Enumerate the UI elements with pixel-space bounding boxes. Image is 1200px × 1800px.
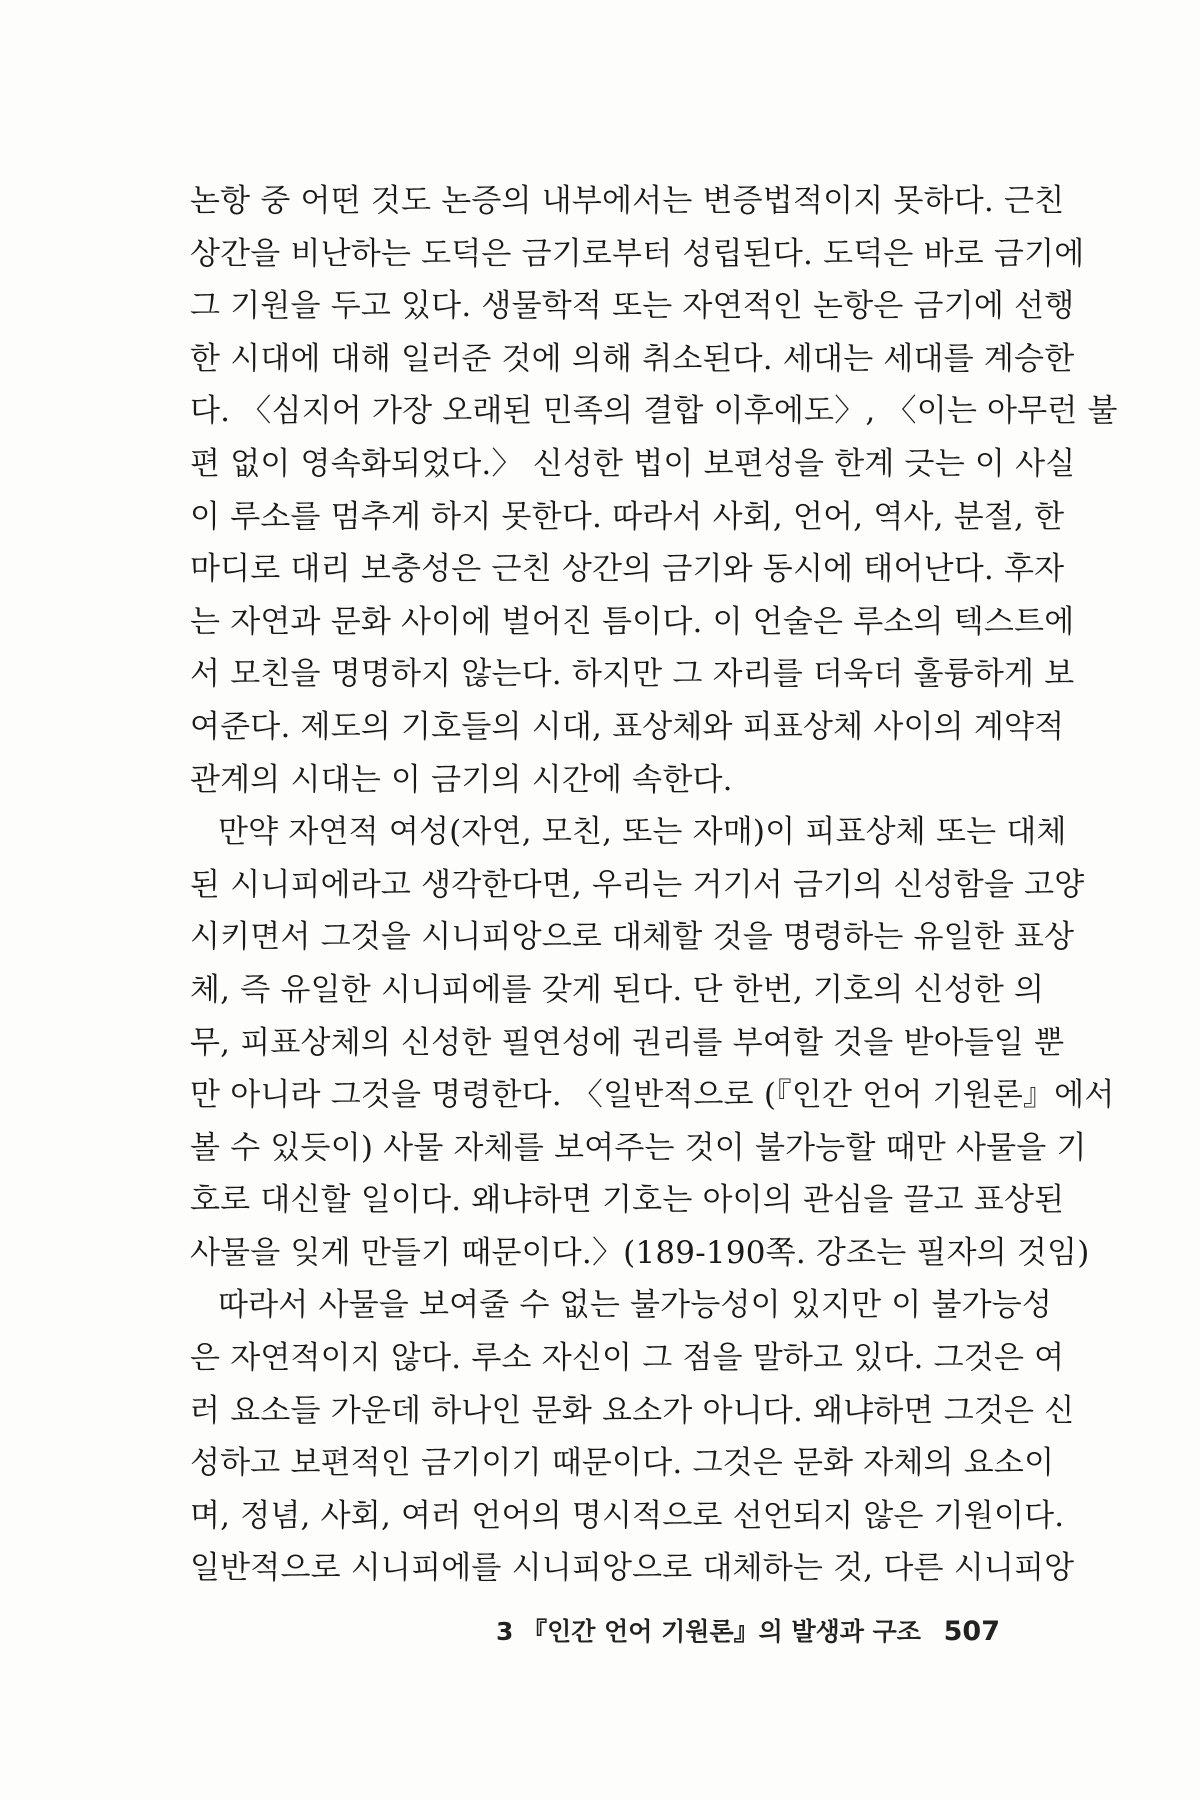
text-line: 된 시니피에라고 생각한다면, 우리는 거기서 금기의 신성함을 고양 (190, 866, 1085, 903)
text-line: 무, 피표상체의 신성한 필연성에 권리를 부여할 것을 받아들일 뿐 (190, 1024, 1065, 1061)
text-line: 이 루소를 멈추게 하지 못한다. 따라서 사회, 언어, 역사, 분절, 한 (190, 498, 1065, 535)
text-line: 만약 자연적 여성(자연, 모친, 또는 자매)이 피표상체 또는 대체 (218, 814, 1067, 851)
text-line: 만 아니라 그것을 명령한다. 〈일반적으로 (『인간 언어 기원론』에서 (190, 1077, 1115, 1114)
text-line: 시키면서 그것을 시니피앙으로 대체할 것을 명령하는 유일한 표상 (190, 919, 1075, 956)
text-line: 일반적으로 시니피에를 시니피앙으로 대체하는 것, 다른 시니피앙 (190, 1550, 1075, 1587)
text-line: 볼 수 있듯이) 사물 자체를 보여주는 것이 불가능할 때만 사물을 기 (190, 1129, 1087, 1166)
text-line: 사물을 잊게 만들기 때문이다.〉(189-190쪽. 강조는 필자의 것임) (190, 1234, 1090, 1271)
text-line: 상간을 비난하는 도덕은 금기로부터 성립된다. 도덕은 바로 금기에 (190, 235, 1085, 272)
text-line: 체, 즉 유일한 시니피에를 갖게 된다. 단 한번, 기호의 신성한 의 (190, 971, 1045, 1008)
page-number: 507 (943, 1616, 1000, 1647)
text-line: 논항 중 어떤 것도 논증의 내부에서는 변증법적이지 못하다. 근친 (190, 183, 1065, 219)
text-line: 는 자연과 문화 사이에 벌어진 틈이다. 이 언술은 루소의 텍스트에 (190, 603, 1075, 640)
text-line: 마디로 대리 보충성은 근친 상간의 금기와 동시에 태어난다. 후자 (190, 551, 1065, 588)
text-line: 한 시대에 대해 일러준 것에 의해 취소된다. 세대는 세대를 계승한 (190, 340, 1075, 377)
text-line: 성하고 보편적인 금기이기 때문이다. 그것은 문화 자체의 요소이 (190, 1445, 1055, 1482)
running-title: 3 『인간 언어 기원론』의 발생과 구조 (496, 1617, 921, 1646)
page-footer (496, 1612, 1000, 1648)
text-line: 다. 〈심지어 가장 오래된 민족의 결합 이후에도〉, 〈이는 아무런 불 (190, 393, 1118, 430)
text-line: 관계의 시대는 이 금기의 시간에 속한다. (190, 761, 733, 798)
text-line: 따라서 사물을 보여줄 수 없는 불가능성이 있지만 이 불가능성 (218, 1287, 1053, 1324)
text-line: 서 모친을 명명하지 않는다. 하지만 그 자리를 더욱더 훌륭하게 보 (190, 656, 1075, 693)
text-line: 러 요소들 가운데 하나인 문화 요소가 아니다. 왜냐하면 그것은 신 (190, 1392, 1075, 1429)
text-line: 여준다. 제도의 기호들의 시대, 표상체와 피표상체 사이의 계약적 (190, 708, 1065, 745)
body-text (190, 175, 1118, 1595)
text-line: 그 기원을 두고 있다. 생물학적 또는 자연적인 논항은 금기에 선행 (190, 288, 1075, 325)
text-line: 며, 정념, 사회, 여러 언어의 명시적으로 선언되지 않은 기원이다. (190, 1497, 1065, 1534)
text-line: 편 없이 영속화되었다.〉 신성한 법이 보편성을 한계 긋는 이 사실 (190, 445, 1076, 482)
text-line: 호로 대신할 일이다. 왜냐하면 기호는 아이의 관심을 끌고 표상된 (190, 1182, 1065, 1219)
text-line: 은 자연적이지 않다. 루소 자신이 그 점을 말하고 있다. 그것은 여 (190, 1340, 1065, 1377)
